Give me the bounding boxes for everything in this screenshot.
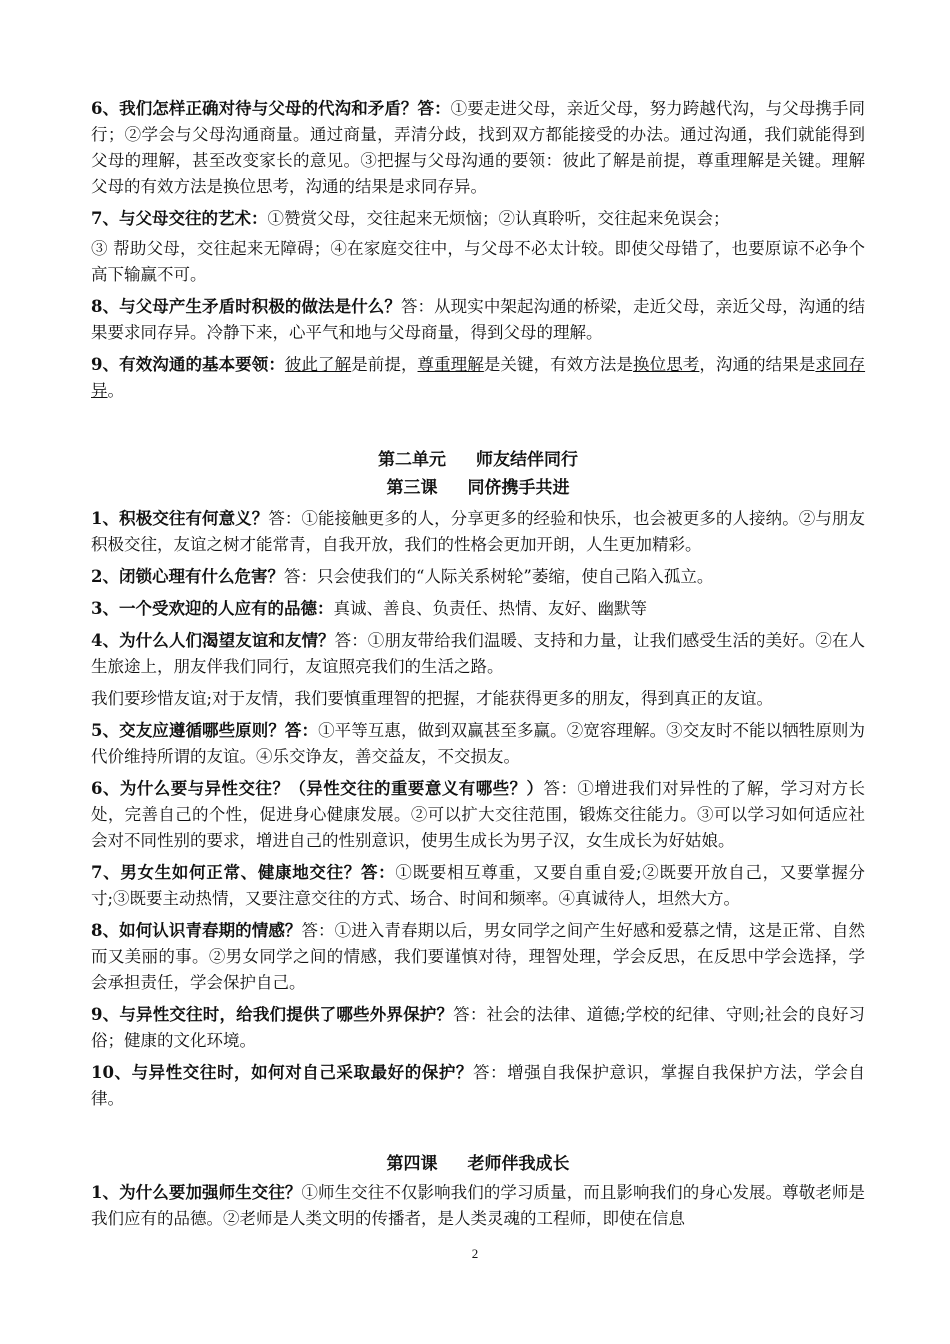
answer-text: 答：①朋友带给我们温暖、支持和力量，让我们感受生活的美好。②在人生旅途上，朋友伴我们同行，友谊照亮我们的生活之路。 xyxy=(91,631,866,676)
underlined-term: 换位思考 xyxy=(633,355,700,374)
question-label: 7、男女生如何正常、健康地交往？答： xyxy=(91,863,396,882)
question-label: 6、我们怎样正确对待与父母的代沟和矛盾？答： xyxy=(91,99,451,118)
answer-text: ，沟通的结果是 xyxy=(699,355,816,374)
document-page xyxy=(91,96,865,1238)
answer-text: 答：只会使我们的“人际关系树轮”萎缩，使自己陷入孤立。 xyxy=(283,567,714,586)
item-7-continued xyxy=(91,236,865,288)
answer-text: ①平等互惠，做到双赢甚至多赢。②宽容理解。③交友时不能以牺牲原则为代价维持所谓的友谊。④乐交诤友，善交益友，不交损友。 xyxy=(91,721,866,766)
section-gap xyxy=(91,410,865,446)
question-label: 1、为什么要加强师生交往？ xyxy=(91,1183,302,1202)
section-gap xyxy=(91,1118,865,1150)
answer-text: 。 xyxy=(107,381,124,400)
answer-text: 答：①进入青春期以后，男女同学之间产生好感和爱慕之情，这是正常、自然而又美丽的事。②男女同学之间的情感，我们要谨慎对待，理智处理，学会反思，在反思中学会选择，学会承担责任，学会保护自己。 xyxy=(91,921,866,992)
item-9 xyxy=(91,352,865,404)
lesson-title: 第三课 xyxy=(386,478,438,498)
lesson-subtitle: 老师伴我成长 xyxy=(467,1154,570,1174)
question-label: 4、为什么人们渴望友谊和友情？ xyxy=(91,631,335,650)
question-label: 8、如何认识青春期的情感？ xyxy=(91,921,302,940)
lesson3-item-1 xyxy=(91,506,865,558)
question-label: 6、为什么要与异性交往？（异性交往的重要意义有哪些？） xyxy=(91,779,544,798)
unit-title: 第二单元 xyxy=(378,450,446,470)
lesson3-item-6 xyxy=(91,776,865,854)
item-8 xyxy=(91,294,865,346)
lesson3-item-4-continued xyxy=(91,686,865,712)
unit-subtitle: 师友结伴同行 xyxy=(476,450,578,470)
lesson3-item-9 xyxy=(91,1002,865,1054)
lesson-3-heading xyxy=(91,474,865,502)
underlined-term: 彼此了解 xyxy=(284,355,352,374)
answer-text: 是关键，有效方法是 xyxy=(483,355,634,374)
answer-text: ①师生交往不仅影响我们的学习质量，而且影响我们的身心发展。尊敬老师是我们应有的品德。②老师是人类文明的传播者，是人类灵魂的工程师，即使在信息 xyxy=(91,1183,866,1228)
lesson4-item-1 xyxy=(91,1180,865,1232)
answer-text: 答：增强自我保护意识，掌握自我保护方法，学会自律。 xyxy=(91,1063,866,1108)
question-label: 3、一个受欢迎的人应有的品德： xyxy=(91,599,334,618)
lesson3-item-5 xyxy=(91,718,865,770)
question-label: 5、交友应遵循哪些原则？答： xyxy=(91,721,319,740)
question-label: 9、与异性交往时，给我们提供了哪些外界保护？ xyxy=(91,1005,454,1024)
question-label: 7、与父母交往的艺术： xyxy=(91,209,268,228)
answer-text: ③ 帮助父母，交往起来无障碍；④在家庭交往中，与父母不必太计较。即使父母错了，也要原谅不必争个高下输赢不可。 xyxy=(91,239,865,284)
underlined-term: 尊重理解 xyxy=(417,355,484,374)
answer-text: 答：从现实中架起沟通的桥梁，走近父母，亲近父母，沟通的结果要求同存异。冷静下来，心平气和地与父母商量，得到父母的理解。 xyxy=(91,297,866,342)
page-number: 2 xyxy=(471,1246,479,1261)
answer-text: 答：①能接触更多的人，分享更多的经验和快乐，也会被更多的人接纳。②与朋友积极交往，友谊之树才能常青，自我开放，我们的性格会更加开朗，人生更加精彩。 xyxy=(91,509,866,554)
answer-text: ①赞赏父母，交往起来无烦恼；②认真聆听，交往起来免误会； xyxy=(267,209,730,228)
answer-text: 答：①增进我们对异性的了解，学习对方长处，完善自己的个性，促进身心健康发展。②可以扩大交往范围，锻炼交往能力。③可以学习如何适应社会对不同性别的要求，增进自己的性别意识，使男生成长为男子汉，女生成长为好姑娘。 xyxy=(91,779,866,850)
lesson-subtitle: 同侪携手共进 xyxy=(467,478,570,498)
unit-heading xyxy=(91,446,865,474)
answer-text: 答：社会的法律、道德;学校的纪律、守则;社会的良好习俗；健康的文化环境。 xyxy=(91,1005,866,1050)
question-label: 10、与异性交往时，如何对自己采取最好的保护？ xyxy=(91,1063,473,1082)
answer-text: 我们要珍惜友谊;对于友情，我们要慎重理智的把握，才能获得更多的朋友，得到真正的友谊。 xyxy=(91,689,774,708)
answer-text: ①要走进父母，亲近父母，努力跨越代沟，与父母携手同行；②学会与父母沟通商量。通过商量，弄清分歧，找到双方都能接受的办法。通过沟通，我们就能得到父母的理解，甚至改变家长的意见。③把握与父母沟通的要领：彼此了解是前提，尊重理解是关键。理解父母的有效方法是换位思考，沟通的结果是求同存异。 xyxy=(91,99,866,196)
answer-text: 是前提， xyxy=(351,355,418,374)
question-label: 1、积极交往有何意义？ xyxy=(91,509,269,528)
lesson-title: 第四课 xyxy=(386,1154,438,1174)
item-6 xyxy=(91,96,865,200)
item-7 xyxy=(91,206,865,232)
question-label: 8、与父母产生矛盾时积极的做法是什么？ xyxy=(91,297,401,316)
answer-text: 真诚、善良、负责任、热情、友好、幽默等 xyxy=(333,599,647,618)
lesson3-item-3 xyxy=(91,596,865,622)
lesson3-item-8 xyxy=(91,918,865,996)
lesson3-item-7 xyxy=(91,860,865,912)
lesson3-item-10 xyxy=(91,1060,865,1112)
question-label: 9、有效沟通的基本要领： xyxy=(91,355,285,374)
lesson-4-heading xyxy=(91,1150,865,1178)
lesson3-item-2 xyxy=(91,564,865,590)
question-label: 2、闭锁心理有什么危害？ xyxy=(91,567,284,586)
lesson3-item-4 xyxy=(91,628,865,680)
underlined-term: 求同存异 xyxy=(91,355,866,400)
answer-text: ①既要相互尊重，又要自重自爱;②既要开放自己，又要掌握分寸;③既要主动热情，又要注意交往的方式、场合、时间和频率。④真诚待人，坦然大方。 xyxy=(91,863,866,908)
